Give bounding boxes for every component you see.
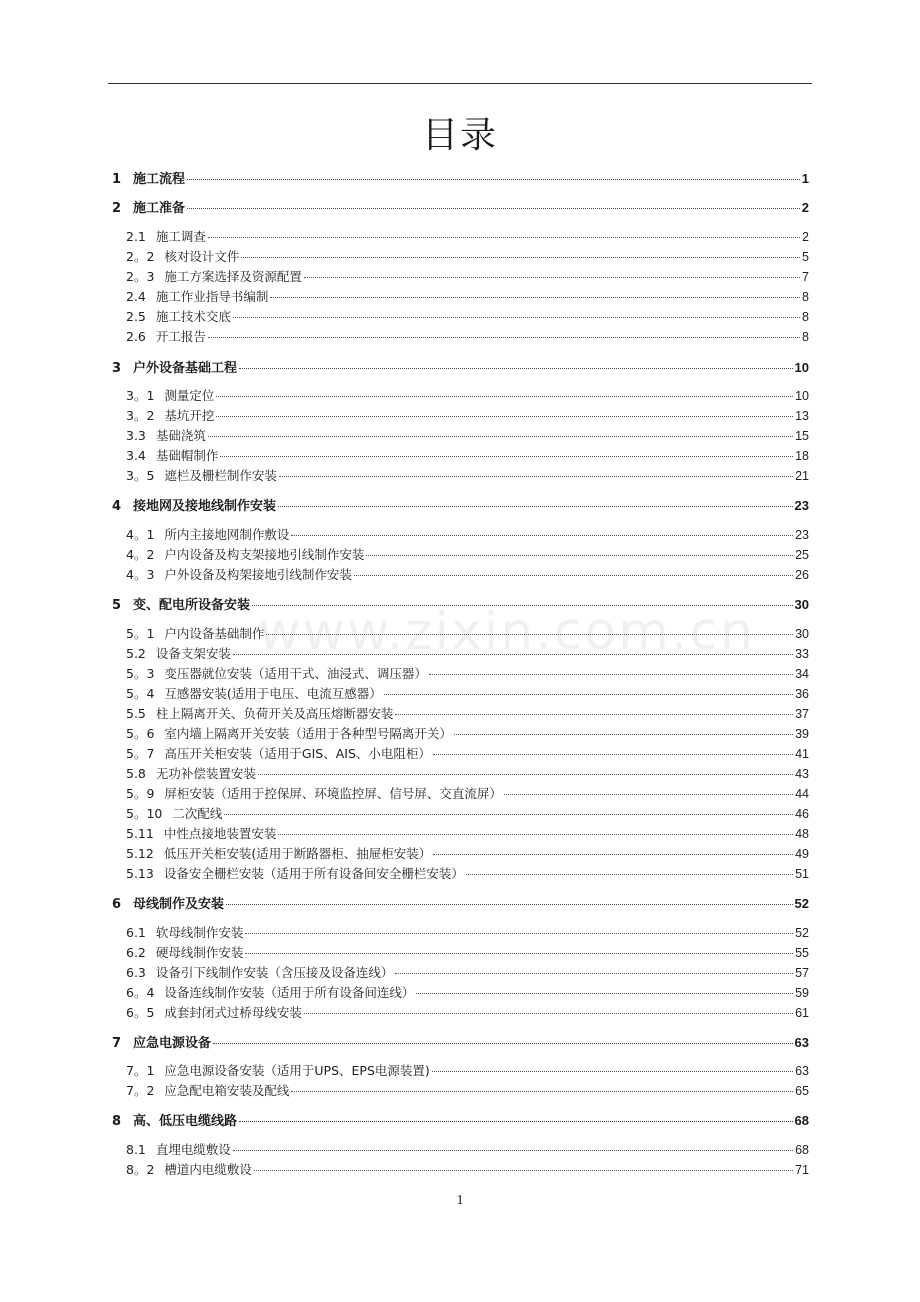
header-rule <box>108 83 812 84</box>
toc-entry-label: 施工调查 <box>155 229 206 244</box>
toc-dot-leader <box>304 276 800 278</box>
toc-entry-page-number: 52 <box>795 926 809 940</box>
toc-section-entry[interactable] <box>126 248 809 266</box>
toc-entry-label: 户外设备及构架接地引线制作安装 <box>164 567 352 582</box>
toc-entry-label: 接地网及接地线制作安装 <box>133 499 277 514</box>
toc-chapter-entry[interactable] <box>112 1111 809 1131</box>
toc-dot-leader <box>504 793 793 795</box>
toc-entry-label: 无功补偿装置安装 <box>155 766 256 781</box>
toc-entry-number: 4。1 <box>126 527 155 542</box>
toc-entry-page-number: 33 <box>795 647 809 661</box>
toc-dot-leader <box>291 534 793 536</box>
toc-entry-label: 室内墙上隔离开关安装（适用于各种型号隔离开关） <box>164 726 452 741</box>
toc-entry-page-number: 5 <box>802 250 809 264</box>
toc-entry-number: 8。2 <box>126 1162 155 1177</box>
toc-dot-leader <box>366 554 793 556</box>
toc-entry-label: 成套封闭式过桥母线安装 <box>164 1005 302 1020</box>
toc-entry-label: 应急电源设备 <box>133 1036 212 1051</box>
toc-entry-number: 3.3 <box>126 428 146 443</box>
toc-entry-number: 6。4 <box>126 985 155 1000</box>
toc-section-entry[interactable] <box>126 944 809 962</box>
toc-entry-label: 柱上隔离开关、负荷开关及高压熔断器安装 <box>155 706 394 721</box>
toc-dot-leader <box>233 1149 793 1151</box>
toc-section-entry[interactable] <box>126 924 809 942</box>
toc-chapter-entry[interactable] <box>112 1033 809 1053</box>
toc-entry-number: 2。2 <box>126 249 155 264</box>
toc-entry-label: 设备引下线制作安装（含压接及设备连线） <box>155 965 394 980</box>
toc-section-entry[interactable] <box>126 1004 809 1022</box>
toc-entry-number: 8 <box>112 1114 122 1129</box>
toc-section-entry[interactable] <box>126 447 809 465</box>
toc-entry-label: 户外设备基础工程 <box>133 361 238 376</box>
toc-chapter-entry[interactable] <box>112 169 809 189</box>
toc-entry-label: 设备支架安装 <box>155 646 231 661</box>
toc-entry-label: 设备连线制作安装（适用于所有设备间连线） <box>164 985 415 1000</box>
toc-entry-number: 5.12 <box>126 846 154 861</box>
toc-dot-leader <box>395 713 793 715</box>
toc-entry-page-number: 30 <box>795 627 809 641</box>
toc-section-entry[interactable] <box>126 625 809 643</box>
toc-entry-page-number: 68 <box>795 1143 809 1157</box>
toc-entry-page-number: 37 <box>795 707 809 721</box>
toc-entry-label: 施工流程 <box>133 172 186 187</box>
toc-chapter-entry[interactable] <box>112 198 809 218</box>
toc-section-entry[interactable] <box>126 526 809 544</box>
toc-section-entry[interactable] <box>126 407 809 425</box>
toc-entry-number: 4。2 <box>126 547 155 562</box>
toc-dot-leader <box>245 952 793 954</box>
toc-section-entry[interactable] <box>126 725 809 743</box>
toc-entry-label: 遮栏及栅栏制作安装 <box>164 468 277 483</box>
toc-entry-page-number: 1 <box>801 171 809 186</box>
toc-dot-leader <box>395 972 793 974</box>
toc-section-entry[interactable] <box>126 308 809 326</box>
toc-entry-label: 中性点接地装置安装 <box>163 826 277 841</box>
toc-chapter-entry[interactable] <box>112 358 809 378</box>
toc-dot-leader <box>291 1090 793 1092</box>
toc-entry-number: 3.4 <box>126 448 146 463</box>
toc-entry-number: 5。3 <box>126 666 155 681</box>
toc-entry-label: 施工方案选择及资源配置 <box>164 269 302 284</box>
toc-entry-number: 7 <box>112 1036 122 1051</box>
toc-entry-page-number: 15 <box>795 429 809 443</box>
toc-dot-leader <box>433 753 793 755</box>
toc-entry-page-number: 30 <box>794 597 809 612</box>
toc-entry-page-number: 8 <box>802 310 809 324</box>
toc-dot-leader <box>254 1169 793 1171</box>
toc-dot-leader <box>187 178 800 180</box>
toc-chapter-entry[interactable] <box>112 496 809 516</box>
toc-entry-label: 二次配线 <box>172 806 223 821</box>
toc-entry-number: 5。4 <box>126 686 155 701</box>
toc-entry-label: 应急配电箱安装及配线 <box>164 1083 290 1098</box>
toc-section-entry[interactable] <box>126 1161 809 1179</box>
toc-dot-leader <box>216 415 793 417</box>
toc-entry-number: 7。1 <box>126 1063 155 1078</box>
toc-entry-number: 3 <box>112 361 122 376</box>
toc-entry-number: 5。7 <box>126 746 155 761</box>
page-title: 目录 <box>421 115 498 156</box>
toc-section-entry[interactable] <box>126 745 809 763</box>
toc-section-entry[interactable] <box>126 865 809 883</box>
toc-entry-number: 5。10 <box>126 806 163 821</box>
toc-section-entry[interactable] <box>126 288 809 306</box>
toc-entry-page-number: 23 <box>795 528 809 542</box>
toc-section-entry[interactable] <box>126 845 809 863</box>
toc-dot-leader <box>466 873 793 875</box>
toc-entry-page-number: 26 <box>795 568 809 582</box>
toc-dot-leader <box>384 693 793 695</box>
toc-entry-page-number: 49 <box>795 847 809 861</box>
toc-dot-leader <box>266 633 793 635</box>
toc-entry-page-number: 13 <box>795 409 809 423</box>
toc-section-entry[interactable] <box>126 665 809 683</box>
toc-section-entry[interactable] <box>126 984 809 1002</box>
toc-dot-leader <box>258 773 793 775</box>
toc-dot-leader <box>208 435 793 437</box>
toc-entry-label: 基坑开挖 <box>164 408 215 423</box>
toc-entry-label: 所内主接地网制作敷设 <box>164 527 290 542</box>
toc-entry-page-number: 59 <box>795 986 809 1000</box>
toc-entry-number: 5.11 <box>126 826 154 841</box>
toc-dot-leader <box>429 673 793 675</box>
toc-entry-number: 1 <box>112 172 122 187</box>
toc-entry-label: 核对设计文件 <box>164 249 240 264</box>
toc-entry-label: 高、低压电缆线路 <box>133 1114 238 1129</box>
toc-dot-leader <box>220 455 793 457</box>
toc-dot-leader <box>354 574 793 576</box>
toc-entry-page-number: 63 <box>795 1064 809 1078</box>
toc-entry-number: 2。3 <box>126 269 155 284</box>
toc-dot-leader <box>187 207 800 209</box>
toc-section-entry[interactable] <box>126 1141 809 1159</box>
toc-section-entry[interactable] <box>126 228 809 246</box>
toc-entry-page-number: 10 <box>794 360 809 375</box>
toc-dot-leader <box>432 1070 793 1072</box>
toc-entry-page-number: 68 <box>794 1113 809 1128</box>
toc-entry-page-number: 7 <box>802 270 809 284</box>
toc-entry-label: 设备安全栅栏安装（适用于所有设备间安全栅栏安装） <box>163 866 464 881</box>
toc-entry-page-number: 57 <box>795 966 809 980</box>
toc-entry-page-number: 51 <box>795 867 809 881</box>
toc-entry-page-number: 2 <box>802 230 809 244</box>
toc-dot-leader <box>233 653 793 655</box>
toc-entry-page-number: 61 <box>795 1006 809 1020</box>
toc-entry-label: 直埋电缆敷设 <box>155 1142 231 1157</box>
toc-chapter-entry[interactable] <box>112 595 809 615</box>
toc-entry-number: 2.4 <box>126 289 146 304</box>
toc-entry-label: 变压器就位安装（适用干式、油浸式、调压器） <box>164 666 427 681</box>
toc-entry-number: 6 <box>112 897 122 912</box>
toc-entry-label: 测量定位 <box>164 388 215 403</box>
toc-section-entry[interactable] <box>126 328 809 346</box>
toc-section-entry[interactable] <box>126 805 809 823</box>
toc-entry-number: 3。2 <box>126 408 155 423</box>
toc-dot-leader <box>252 604 793 606</box>
toc-section-entry[interactable] <box>126 268 809 286</box>
toc-entry-page-number: 25 <box>795 548 809 562</box>
toc-entry-label: 软母线制作安装 <box>155 925 244 940</box>
toc-entry-page-number: 52 <box>794 896 809 911</box>
toc-dot-leader <box>239 367 793 369</box>
toc-section-entry[interactable] <box>126 785 809 803</box>
toc-dot-leader <box>213 1042 793 1044</box>
toc-entry-number: 5.5 <box>126 706 146 721</box>
watermark: www.zixin.com.cn <box>258 602 755 662</box>
footer-page-number: 1 <box>456 1193 464 1208</box>
toc-entry-page-number: 46 <box>795 807 809 821</box>
toc-entry-label: 应急电源设备安装（适用于UPS、EPS电源装置) <box>164 1063 430 1078</box>
toc-entry-page-number: 43 <box>795 767 809 781</box>
toc-section-entry[interactable] <box>126 427 809 445</box>
toc-section-entry[interactable] <box>126 387 809 405</box>
toc-entry-page-number: 63 <box>794 1035 809 1050</box>
toc-entry-page-number: 10 <box>795 389 809 403</box>
toc-entry-page-number: 34 <box>795 667 809 681</box>
toc-dot-leader <box>224 813 793 815</box>
toc-entry-label: 施工作业指导书编制 <box>155 289 269 304</box>
toc-entry-label: 开工报告 <box>155 329 206 344</box>
toc-entry-label: 低压开关柜安装(适用于断路器柜、抽屉柜安装） <box>163 846 432 861</box>
toc-dot-leader <box>278 833 793 835</box>
toc-section-entry[interactable] <box>126 645 809 663</box>
toc-entry-number: 5。1 <box>126 626 155 641</box>
toc-dot-leader <box>454 733 793 735</box>
toc-dot-leader <box>270 296 800 298</box>
toc-entry-number: 5。9 <box>126 786 155 801</box>
toc-entry-page-number: 2 <box>801 200 809 215</box>
toc-entry-label: 母线制作及安装 <box>133 897 225 912</box>
toc-dot-leader <box>233 316 800 318</box>
toc-dot-leader <box>208 236 800 238</box>
toc-dot-leader <box>226 903 793 905</box>
toc-entry-number: 5。6 <box>126 726 155 741</box>
toc-dot-leader <box>216 395 793 397</box>
toc-section-entry[interactable] <box>126 1082 809 1100</box>
toc-entry-page-number: 65 <box>795 1084 809 1098</box>
toc-section-entry[interactable] <box>126 964 809 982</box>
toc-dot-leader <box>245 932 793 934</box>
toc-entry-number: 5.13 <box>126 866 154 881</box>
toc-dot-leader <box>433 853 793 855</box>
toc-dot-leader <box>279 475 793 477</box>
toc-entry-page-number: 23 <box>794 498 809 513</box>
toc-dot-leader <box>241 256 800 258</box>
toc-entry-label: 施工准备 <box>133 201 186 216</box>
toc-entry-number: 3。1 <box>126 388 155 403</box>
toc-entry-page-number: 8 <box>802 330 809 344</box>
toc-section-entry[interactable] <box>126 566 809 584</box>
toc-dot-leader <box>416 992 793 994</box>
toc-section-entry[interactable] <box>126 685 809 703</box>
toc-entry-label: 高压开关柜安装（适用于GIS、AIS、小电阻柜） <box>164 746 431 761</box>
toc-entry-number: 2.1 <box>126 229 146 244</box>
toc-entry-label: 基础浇筑 <box>155 428 206 443</box>
toc-entry-label: 变、配电所设备安装 <box>133 598 251 613</box>
toc-entry-label: 槽道内电缆敷设 <box>164 1162 252 1177</box>
toc-entry-number: 5.8 <box>126 766 146 781</box>
toc-entry-page-number: 18 <box>795 449 809 463</box>
toc-section-entry[interactable] <box>126 546 809 564</box>
toc-entry-number: 5 <box>112 598 122 613</box>
toc-entry-number: 7。2 <box>126 1083 155 1098</box>
toc-dot-leader <box>304 1012 793 1014</box>
toc-section-entry[interactable] <box>126 705 809 723</box>
toc-section-entry[interactable] <box>126 467 809 485</box>
toc-entry-number: 2.5 <box>126 309 146 324</box>
toc-entry-label: 户内设备及构支架接地引线制作安装 <box>164 547 365 562</box>
toc-section-entry[interactable] <box>126 825 809 843</box>
toc-entry-page-number: 39 <box>795 727 809 741</box>
toc-entry-number: 2.6 <box>126 329 146 344</box>
toc-entry-number: 4。3 <box>126 567 155 582</box>
toc-chapter-entry[interactable] <box>112 894 809 914</box>
toc-section-entry[interactable] <box>126 765 809 783</box>
toc-entry-number: 2 <box>112 201 122 216</box>
toc-entry-page-number: 71 <box>795 1163 809 1177</box>
toc-entry-label: 基础帽制作 <box>155 448 219 463</box>
toc-entry-page-number: 44 <box>795 787 809 801</box>
toc-entry-page-number: 55 <box>795 946 809 960</box>
toc-section-entry[interactable] <box>126 1062 809 1080</box>
toc-entry-number: 3。5 <box>126 468 155 483</box>
toc-dot-leader <box>239 1120 793 1122</box>
toc-entry-number: 4 <box>112 499 122 514</box>
toc-entry-label: 屏柜安装（适用于控保屏、环境监控屏、信号屏、交直流屏） <box>164 786 502 801</box>
toc-entry-label: 施工技术交底 <box>155 309 231 324</box>
toc-entry-number: 5.2 <box>126 646 146 661</box>
toc-entry-page-number: 48 <box>795 827 809 841</box>
toc-dot-leader <box>208 336 800 338</box>
toc-entry-label: 硬母线制作安装 <box>155 945 244 960</box>
toc-entry-label: 互感器安装(适用于电压、电流互感器） <box>164 686 382 701</box>
toc-dot-leader <box>278 505 793 507</box>
toc-entry-page-number: 21 <box>795 469 809 483</box>
toc-entry-page-number: 41 <box>795 747 809 761</box>
toc-entry-number: 6.2 <box>126 945 146 960</box>
toc-entry-page-number: 8 <box>802 290 809 304</box>
toc-entry-label: 户内设备基础制作 <box>164 626 265 641</box>
toc-entry-number: 8.1 <box>126 1142 146 1157</box>
toc-entry-number: 6.1 <box>126 925 146 940</box>
toc-entry-page-number: 36 <box>795 687 809 701</box>
toc-entry-number: 6.3 <box>126 965 146 980</box>
toc-entry-number: 6。5 <box>126 1005 155 1020</box>
